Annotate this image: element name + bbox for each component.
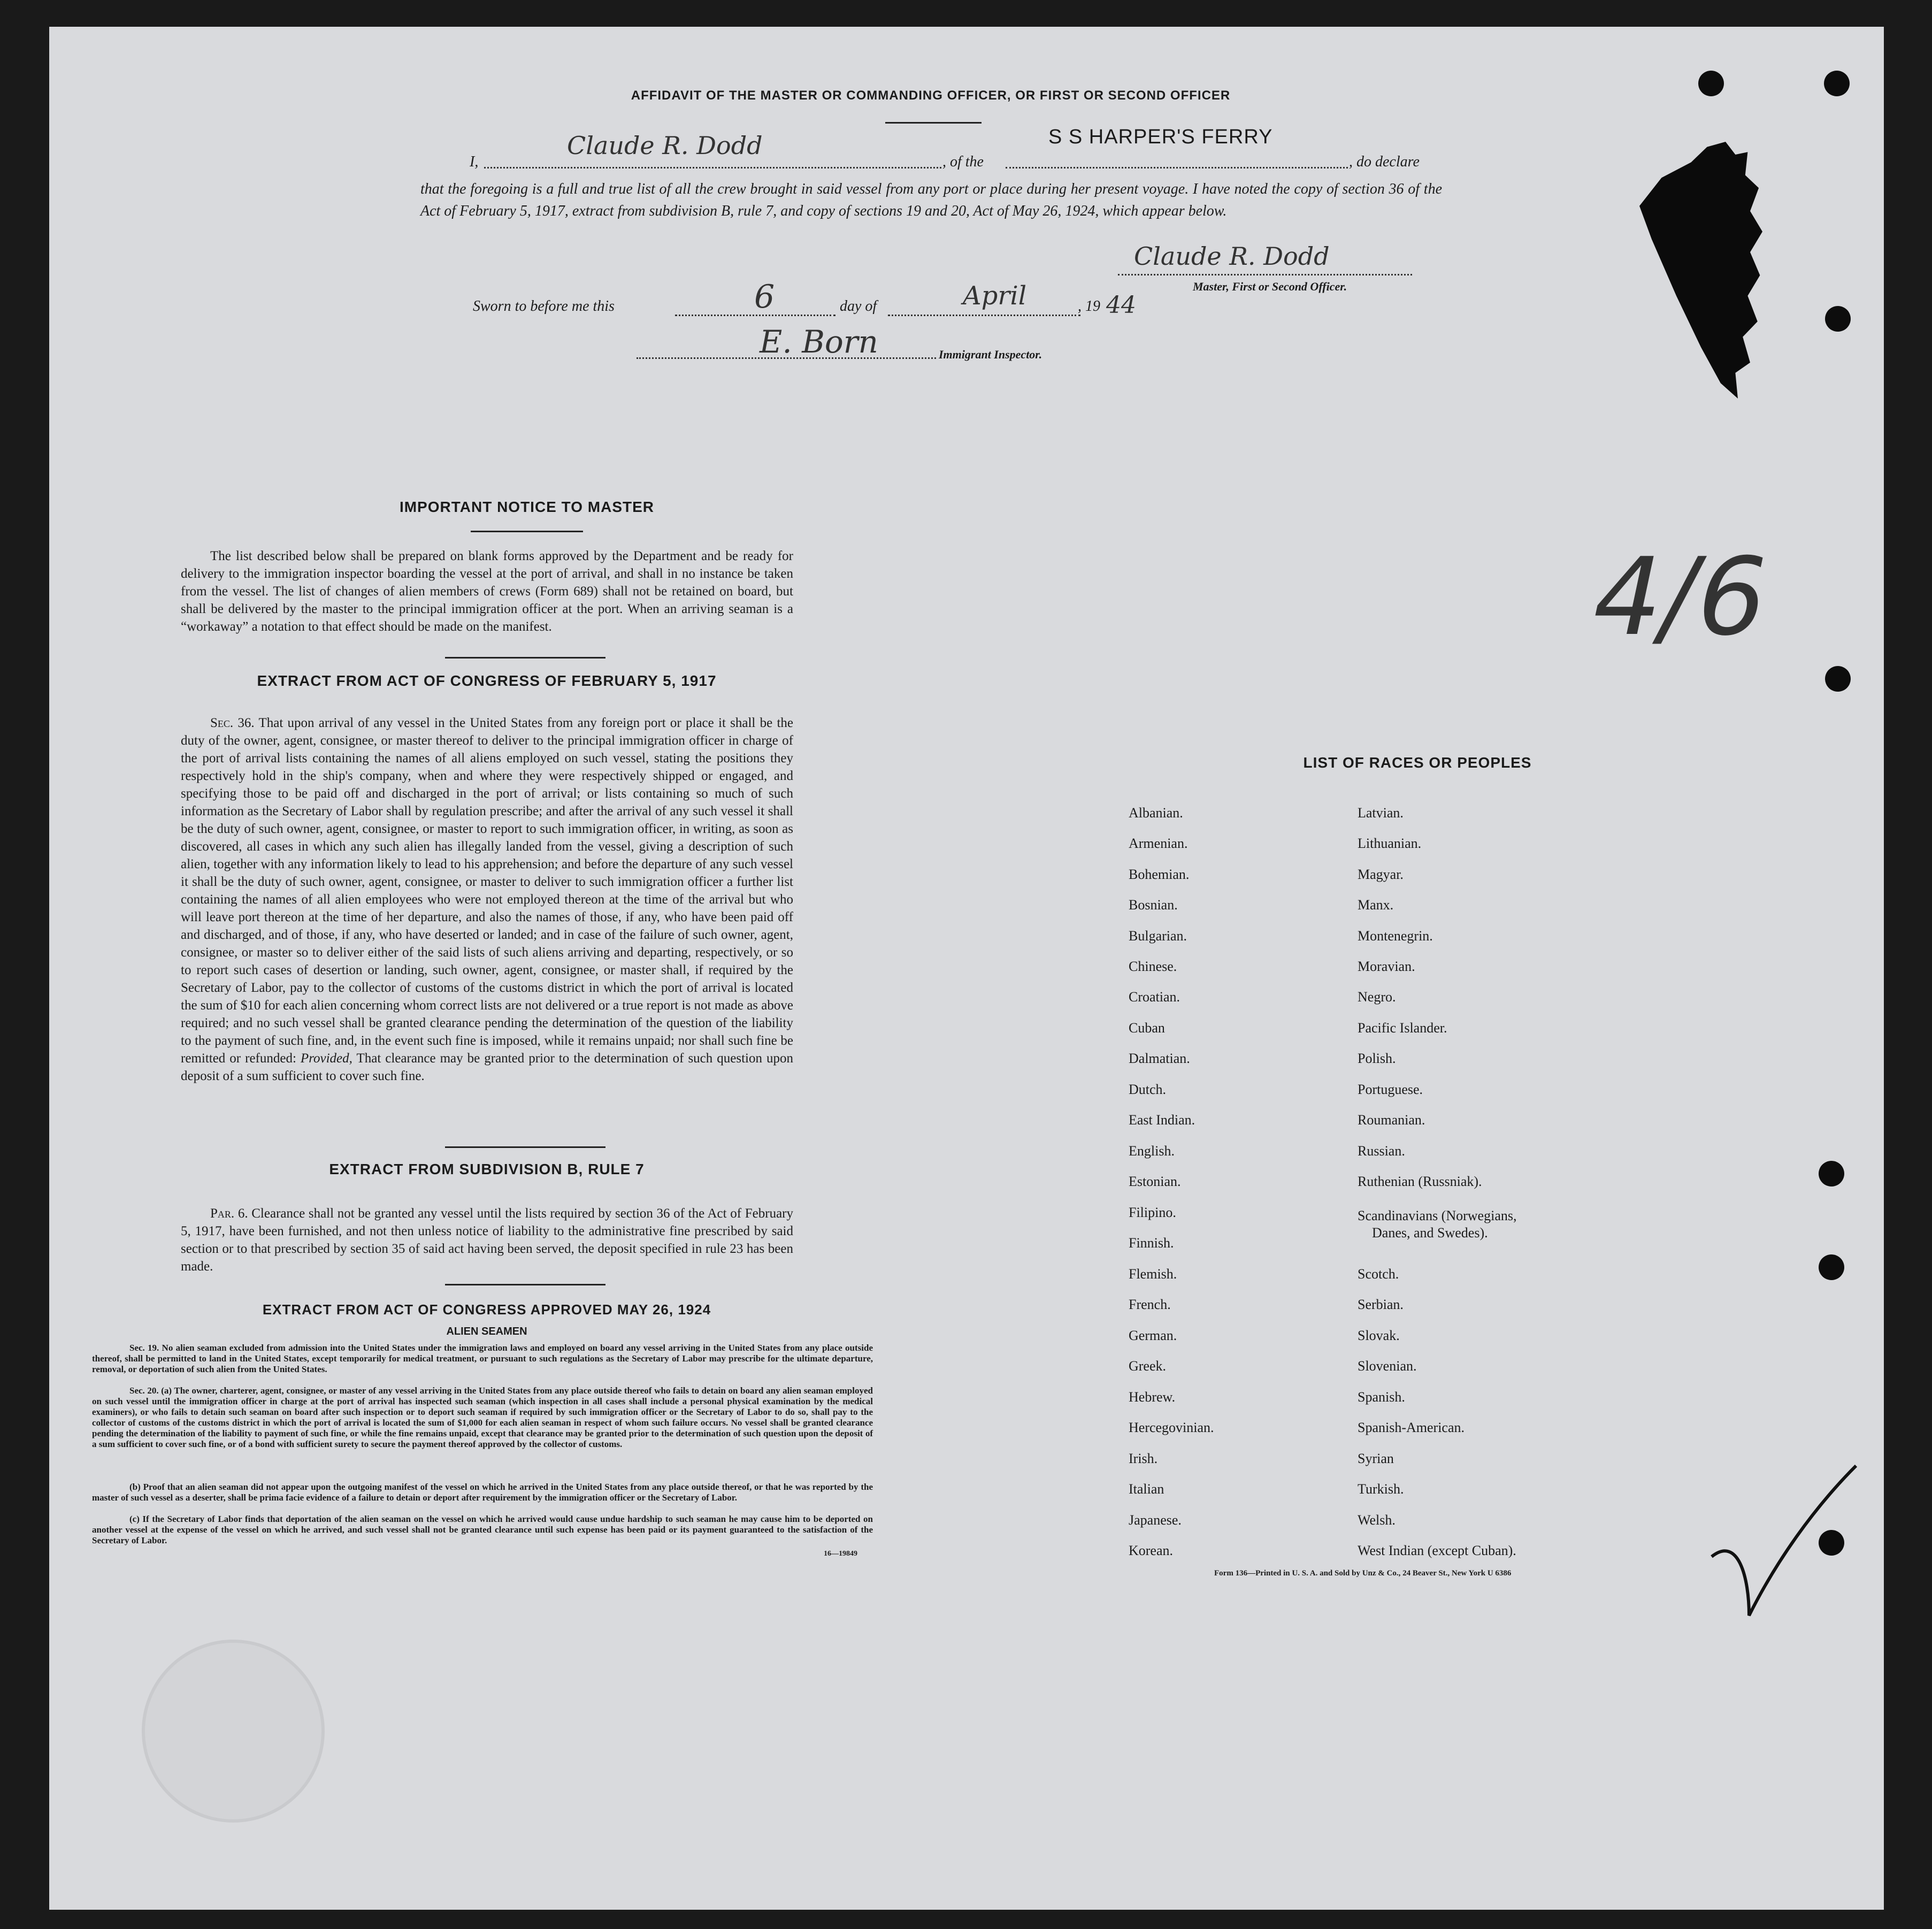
inspector-signature: E. Born (760, 324, 878, 360)
page-number-handwritten: 4/6 (1581, 535, 1780, 660)
sworn-month-handwritten: April (963, 281, 1027, 311)
race-item: Bosnian. (1129, 897, 1178, 913)
race-item: Chinese. (1129, 959, 1177, 974)
race-item: Italian (1129, 1481, 1164, 1497)
race-item: Spanish. (1358, 1389, 1405, 1405)
sworn-day-handwritten: 6 (754, 278, 775, 316)
punch-hole (1819, 1254, 1844, 1280)
notice-body: The list described below shall be prepared on blank forms approved by the Department and be ready for delivery to the immigration inspector boarding the vessel at the port of arrival, and shall in no instance be taken from the vessel. The list of changes of alien members of crews (Form 689) shall not be retained on board, but shall be delivered by the master to the principal immigration officer at the port. When an arriving seaman is a “workaway” a notation to that effect should be made on the manifest. (181, 549, 793, 634)
extract1917-body (181, 714, 793, 1085)
rule7-body (181, 1205, 793, 1275)
sworn-year-handwritten: 44 (1106, 292, 1136, 319)
race-item: Scandinavians (Norwegians, (1358, 1208, 1517, 1223)
race-item: French. (1129, 1297, 1171, 1312)
punch-hole (1825, 666, 1851, 692)
race-item: East Indian. (1129, 1112, 1195, 1128)
faint-stamp (142, 1640, 325, 1823)
master-signature-line (1118, 274, 1412, 275)
race-item: Irish. (1129, 1451, 1158, 1466)
race-item: Hebrew. (1129, 1389, 1176, 1405)
race-item: Korean. (1129, 1543, 1174, 1558)
race-item: Bohemian. (1129, 867, 1190, 882)
race-item: Dutch. (1129, 1082, 1167, 1097)
race-item: English. (1129, 1143, 1175, 1159)
inspector-signature-line (637, 357, 936, 359)
race-item: Turkish. (1358, 1481, 1404, 1497)
race-item: German. (1129, 1328, 1177, 1343)
race-item: Japanese. (1129, 1512, 1182, 1528)
extract1917-title: EXTRACT FROM ACT OF CONGRESS OF FEBRUARY 5, 1917 (257, 672, 717, 689)
race-item: Negro. (1358, 989, 1396, 1005)
punch-hole (1824, 71, 1850, 96)
affidavit-title: AFFIDAVIT OF THE MASTER OR COMMANDING OFFICER, OR FIRST OR SECOND OFFICER (631, 88, 1231, 103)
punch-hole (1825, 306, 1851, 332)
notice-title-rule (471, 531, 583, 532)
extract1924-sec20b: (b) Proof that an alien seaman did not appear upon the outgoing manifest of the vessel on which he arrived in the United States from any place outside thereof, or that he was reported by the master of such vessel as a deserter, shall be prima facie evidence of a failure to detain or deport after requirement by the immigration officer or the Secretary of Labor. (92, 1482, 873, 1503)
rule7-par-label: Par. 6. (210, 1206, 248, 1221)
race-item: Russian. (1358, 1143, 1405, 1159)
race-item: Spanish-American. (1358, 1420, 1465, 1435)
race-item: Lithuanian. (1358, 836, 1422, 851)
extract1917-text: That upon arrival of any vessel in the United States from any foreign port or place it shall be the duty of the owner, agent, consignee, or master thereof to deliver to the principal immigration officer in charge of the port of arrival lists containing the names of all aliens employed on such vessel, stating the positions they respectively hold in the ship's company, when and where they were respectively shipped or engaged, and specifying those to be paid off and discharged in the port of arrival; or lists containing so much of such information as the Secretary of Labor shall by regulation prescribe; and after the arrival of any such vessel it shall be the duty of such owner, agent, consignee, or master to report to such immigration officer, in writing, as soon as discovered, all cases in which any such alien has illegally landed from the vessel, giving a description of such alien, together with any information likely to lead to his apprehension; and before the departure of any such vessel it shall be the duty of such owner, agent, consignee, or master to deliver to such immigration officer a further list containing the names of all alien employees who were not employed thereon at the time of the arrival but who will leave port thereon at the time of her departure, and also the names of those, if any, who have been paid off and discharged, and of those, if any, who have deserted or landed; and in case of the failure of such owner, agent, consignee, or master so to deliver either of the said lists of such aliens arriving and departing, respectively, or so to report such cases of desertion or landing, such owner, agent, consignee, or master shall, if required by the Secretary of Labor, pay to the collector of customs of the customs district in which the port of arrival is located the sum of $10 for each alien concerning whom correct lists are not delivered or a true report is not made as above required; and no such vessel shall be granted clearance pending the determination of the question of the liability to the payment of such fine, and, in the event such fine is imposed, while it remains unpaid; nor shall such fine be remitted or refunded: (181, 716, 793, 1066)
race-item: Slovak. (1358, 1328, 1400, 1343)
extract1917-top-rule (445, 657, 605, 659)
race-item: Moravian. (1358, 959, 1415, 974)
extract1924-top-rule (445, 1284, 605, 1285)
punch-hole (1698, 71, 1724, 96)
race-item: Serbian. (1358, 1297, 1404, 1312)
sworn-label: Sworn to before me this (473, 298, 615, 315)
race-item-continuation: Danes, and Swedes). (1372, 1225, 1488, 1241)
race-item: Polish. (1358, 1051, 1396, 1066)
rule7-text: Clearance shall not be granted any vessel until the lists required by section 36 of the Act of February 5, 1917, have been furnished, and not then unless notice of liability to the administrative fine prescribed by said section or to that prescribed by section 35 of said act having been served, the deposit specified in rule 23 has been made. (181, 1206, 793, 1274)
race-item: Montenegrin. (1358, 928, 1433, 944)
race-item: Manx. (1358, 897, 1394, 913)
race-item: Bulgarian. (1129, 928, 1187, 944)
extract1917-proviso-label: Provided, (300, 1051, 352, 1066)
punch-hole (1819, 1161, 1844, 1187)
race-item: Cuban (1129, 1020, 1165, 1036)
rule7-top-rule (445, 1146, 605, 1148)
master-signature-caption: Master, First or Second Officer. (1193, 280, 1347, 293)
affidavit-title-rule (885, 122, 982, 124)
race-item: Filipino. (1129, 1205, 1176, 1220)
races-title: LIST OF RACES OR PEOPLES (1303, 754, 1532, 771)
day-of-label: day of (840, 298, 877, 315)
race-item: West Indian (except Cuban). (1358, 1543, 1516, 1558)
race-item: Finnish. (1129, 1235, 1174, 1251)
race-item: Albanian. (1129, 805, 1183, 821)
vessel-name-stamp: S S HARPER'S FERRY (1048, 126, 1273, 148)
extract1917-proviso: That clearance may be granted prior to the determination of such question upon deposit of a sum sufficient to cover such fine. (181, 1051, 793, 1083)
race-item: Greek. (1129, 1358, 1167, 1374)
notice-title: IMPORTANT NOTICE TO MASTER (399, 499, 655, 515)
extract1924-sec19: Sec. 19. No alien seaman excluded from admission into the United States under the immigration laws and employed on board any vessel arriving in the United States from any place outside thereof, shall be permitted to land in the United States, except temporarily for medical treatment, or pursuant to such regulations as the Secretary of Labor may prescribe for the ultimate departure, removal, or deportation of such alien from the United States. (92, 1343, 873, 1374)
year-prefix-label: , 19 (1078, 298, 1100, 315)
race-item: Scotch. (1358, 1266, 1399, 1282)
do-declare-label: , do declare (1349, 154, 1420, 170)
race-item: Dalmatian. (1129, 1051, 1190, 1066)
check-mark (1690, 1455, 1867, 1632)
vessel-name-line (1006, 167, 1348, 169)
race-item: Slovenian. (1358, 1358, 1417, 1374)
race-item: Magyar. (1358, 867, 1404, 882)
form-printer-footer: Form 136—Printed in U. S. A. and Sold by Unz & Co., 24 Beaver St., New York U 6386 (1214, 1569, 1512, 1578)
race-item: Estonian. (1129, 1174, 1181, 1189)
extract1924-sec20c: (c) If the Secretary of Labor finds that deportation of the alien seaman on the vessel on which he arrived would cause undue hardship to such seaman he may cause him to be deported on another vessel at the expense of the vessel on which he arrived, and such vessel shall not be granted clearance until such expense has been paid or its payment guaranteed to the satisfaction of the Secretary of Labor. (92, 1514, 873, 1545)
race-item: Syrian (1358, 1451, 1394, 1466)
master-name-handwritten: Claude R. Dodd (567, 131, 763, 160)
affidavit-statement: that the foregoing is a full and true list of all the crew brought in said vessel from any port or place during her present voyage. I have noted the copy of section 36 of the Act of February 5, 1917, extract from subdivision B, rule 7, and copy of sections 19 and 20, Act of May 26, 1924, which appear below. (420, 181, 1442, 219)
of-the-label: , of the (942, 154, 984, 170)
master-name-line (484, 167, 941, 169)
month-line (888, 315, 1080, 316)
extract1917-sec-label: Sec. 36. (210, 716, 255, 730)
race-item: Latvian. (1358, 805, 1404, 821)
inspector-caption: Immigrant Inspector. (939, 348, 1042, 361)
extract1924-subtitle: ALIEN SEAMEN (446, 1326, 527, 1337)
affidavit-i-label: I, (470, 154, 479, 170)
extract1924-sec20a: Sec. 20. (a) The owner, charterer, agent, consignee, or master of any vessel arriving in the United States from any place outside thereof who fails to detain on board any alien seaman employed on such vessel until the immigration officer in charge at the port of arrival has inspected such seaman (which inspection in all cases shall include a personal physical examination by the medical examiners), or who fails to detain such seaman on board after such inspection or to deport such seaman if required by such immigration officer or the Secretary of Labor to do so, shall pay to the collector of customs of the customs district in which the port of arrival is located the sum of $1,000 for each alien seaman in respect of whom such failure occurs. No vessel shall be granted clearance pending the determination of the liability to payment of such fine, or while the fine remains unpaid, except that clearance may be granted prior to the determination of such question upon the deposit of a sum sufficient to cover such fine, or of a bond with sufficient surety to secure the payment thereof approved by the collector of customs. (92, 1385, 873, 1449)
race-item: Hercegovinian. (1129, 1420, 1214, 1435)
race-item: Portuguese. (1358, 1082, 1423, 1097)
race-item: Armenian. (1129, 836, 1188, 851)
extract1924-print-code: 16—19849 (824, 1550, 857, 1558)
race-item: Ruthenian (Russniak). (1358, 1174, 1482, 1189)
master-signature: Claude R. Dodd (1134, 242, 1330, 271)
race-item: Roumanian. (1358, 1112, 1425, 1128)
race-item: Flemish. (1129, 1266, 1177, 1282)
race-item: Croatian. (1129, 989, 1180, 1005)
rule7-title: EXTRACT FROM SUBDIVISION B, RULE 7 (329, 1161, 645, 1177)
race-item: Welsh. (1358, 1512, 1396, 1528)
extract1924-title: EXTRACT FROM ACT OF CONGRESS APPROVED MAY 26, 1924 (262, 1302, 711, 1318)
race-item: Pacific Islander. (1358, 1020, 1447, 1036)
